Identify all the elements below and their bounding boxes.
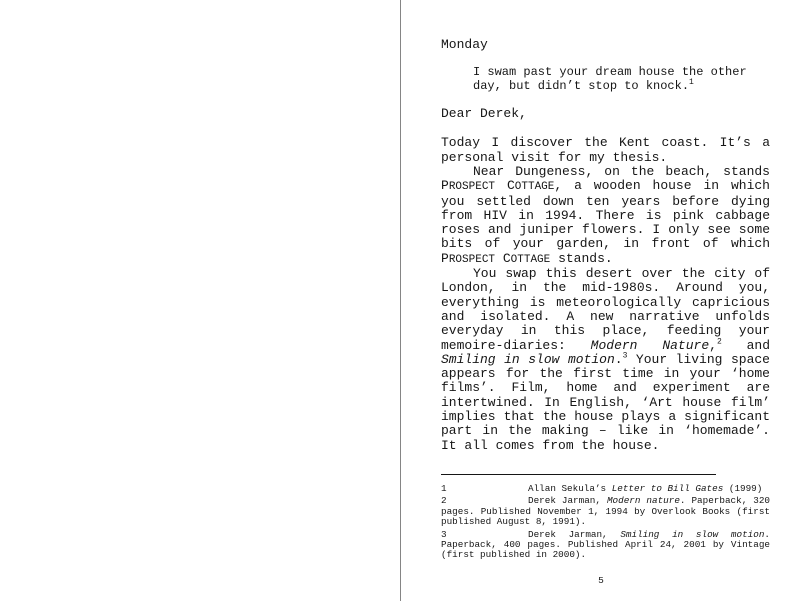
page-content: [441, 38, 770, 453]
paragraph: Near Dungeness, on the beach, stands PROSPECT COTTAGE, a wooden house in which you settled down ten years before dying from HIV in 1994. There is pink cabbage roses and juniper flowers. I only see some bits of your garden, in front of which PROSPECT COTTAGE stands.: [441, 164, 770, 266]
epigraph-quote: I swam past your dream house the other day, but didn’t stop to knock.$^1$: [473, 65, 747, 93]
letter-body: [441, 136, 770, 453]
right-page: [401, 0, 801, 601]
paragraph: Today I discover the Kent coast. It’s a personal visit for my thesis.: [441, 135, 770, 165]
footnotes-section: [441, 474, 770, 561]
left-page-blank: [0, 0, 400, 601]
salutation: Dear Derek,: [441, 106, 527, 122]
footnote-number: 2: [441, 495, 447, 507]
paragraph: You swap this desert over the city of London, in the mid-1980s. Around you, everything is meteorologically capricious and isolated. A new narrative unfolds everyday in this place, feeding your memoire-diaries: Modern Nature,$^2$ and Smiling in slow motion.$^3$ Your living space appears for the first time in your ‘home films’. Film, home and experiment are intertwined. In English, ‘Art house film’ implies that the house plays a significant part in the making – like in ‘homemade’. It all comes from the house.: [441, 266, 770, 453]
footnote: 1 Allan Sekula’s Letter to Bill Gates (1999): [441, 483, 763, 494]
small-caps-text: PROSPECT COTTAGE: [441, 178, 555, 194]
footnote: 3 Derek Jarman, Smiling in slow motion. Paperback, 400 pages. Published April 24, 2001 by Vintage (first published in 2000).: [441, 528, 770, 561]
footnote: 2 Derek Jarman, Modern nature. Paperback, 320 pages. Published November 1, 1994 by Overlook Books (first published August 8, 1991).: [441, 495, 771, 528]
date-heading: Monday: [441, 37, 488, 52]
footnote-list: [441, 484, 770, 561]
footnote-number: 1: [441, 483, 447, 494]
small-caps-text: PROSPECT COTTAGE: [441, 250, 551, 266]
footnote-rule: [441, 474, 716, 475]
page-number: 5: [598, 575, 604, 586]
footnote-number: 3: [441, 528, 447, 540]
